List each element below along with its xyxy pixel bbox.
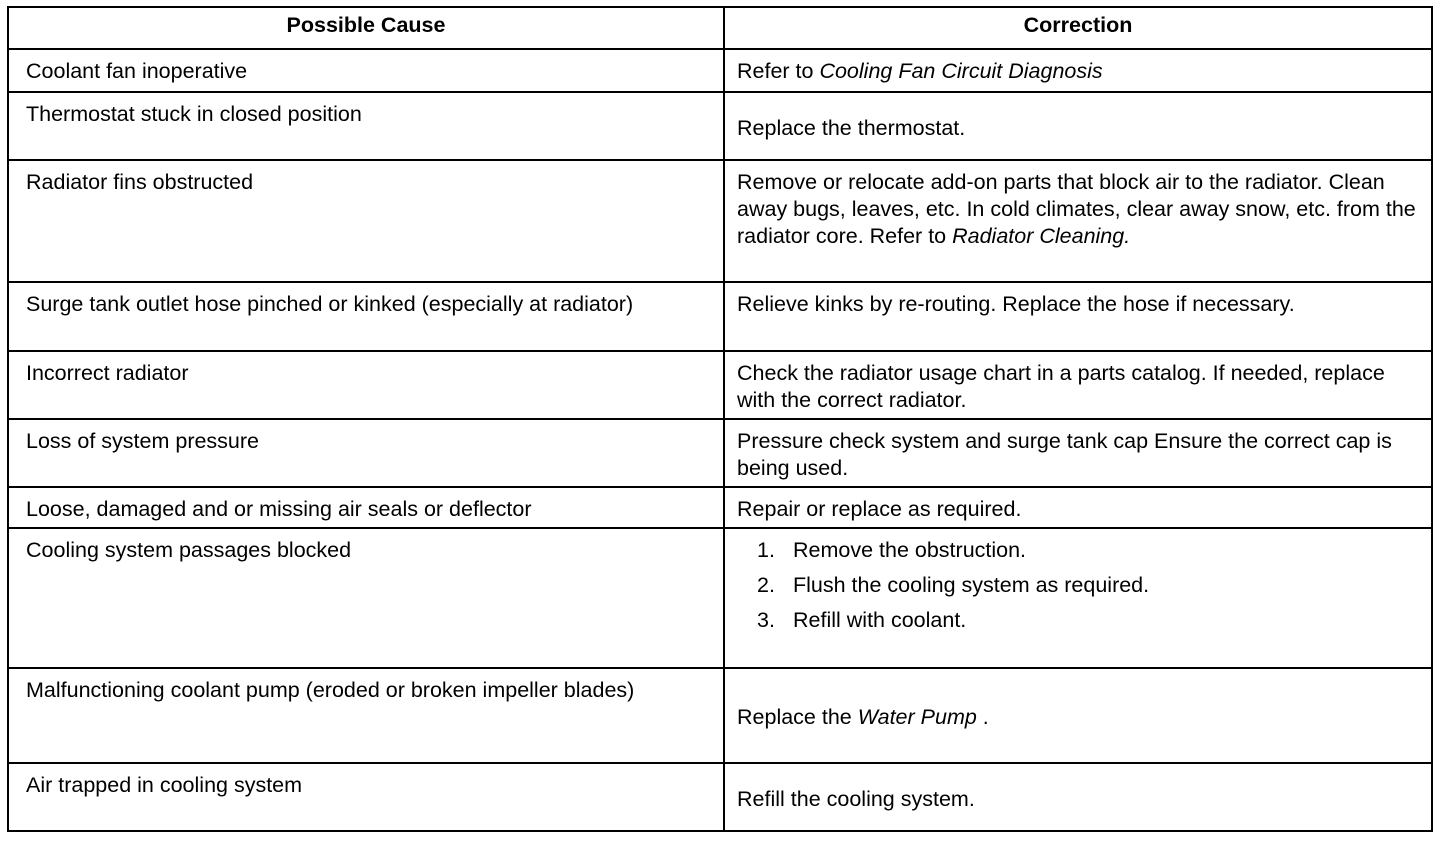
correction-cell — [724, 160, 1432, 282]
table-row — [8, 49, 1432, 92]
cause-cell: Malfunctioning coolant pump (eroded or broken impeller blades) — [8, 668, 724, 763]
step-number: 2. — [757, 573, 775, 597]
step-text: Remove the obstruction. — [793, 538, 1027, 562]
correction-reference-link[interactable]: Cooling Fan Circuit Diagnosis — [819, 59, 1103, 83]
correction-reference-link[interactable]: Water Pump — [857, 705, 977, 729]
correction-steps-list — [737, 537, 1417, 634]
correction-cell — [724, 92, 1432, 160]
correction-text: Repair or replace as required. — [737, 497, 1022, 521]
cause-cell: Radiator fins obstructed — [8, 160, 724, 282]
correction-reference-link[interactable]: Radiator Cleaning. — [952, 224, 1131, 248]
cause-cell: Air trapped in cooling system — [8, 763, 724, 831]
cause-cell: Surge tank outlet hose pinched or kinked (especially at radiator) — [8, 282, 724, 351]
step-text: Flush the cooling system as required. — [793, 573, 1150, 597]
header-possible-cause: Possible Cause — [8, 7, 724, 49]
correction-cell — [724, 763, 1432, 831]
cause-cell: Loose, damaged and or missing air seals or deflector — [8, 487, 724, 528]
list-item — [757, 607, 1417, 634]
correction-text: Replace the — [737, 705, 858, 729]
correction-text: Refill the cooling system. — [737, 786, 975, 811]
correction-text-post: . — [976, 705, 989, 729]
cause-cell: Coolant fan inoperative — [8, 49, 724, 92]
step-number: 1. — [757, 538, 775, 562]
correction-cell — [724, 419, 1432, 487]
cause-cell: Loss of system pressure — [8, 419, 724, 487]
step-number: 3. — [757, 608, 775, 632]
table-row — [8, 487, 1432, 528]
correction-cell — [724, 487, 1432, 528]
table-row — [8, 763, 1432, 831]
table-row — [8, 528, 1432, 668]
correction-cell — [724, 351, 1432, 419]
table-row — [8, 351, 1432, 419]
header-correction: Correction — [724, 7, 1432, 49]
correction-cell — [724, 668, 1432, 763]
correction-text: Pressure check system and surge tank cap Ensure the correct cap is being used. — [737, 429, 1392, 480]
table-row — [8, 419, 1432, 487]
correction-cell — [724, 282, 1432, 351]
cause-cell: Thermostat stuck in closed position — [8, 92, 724, 160]
table-row — [8, 160, 1432, 282]
table-row — [8, 92, 1432, 160]
correction-text: Replace the thermostat. — [737, 115, 966, 140]
list-item — [757, 572, 1417, 599]
list-item — [757, 537, 1417, 564]
table-row — [8, 282, 1432, 351]
correction-text: Relieve kinks by re-routing. Replace the hose if necessary. — [737, 292, 1295, 316]
correction-text: Refer to — [737, 59, 820, 83]
cause-cell: Incorrect radiator — [8, 351, 724, 419]
correction-text: Remove or relocate add-on parts that block air to the radiator. Clean away bugs, leaves, etc. In cold climates, clear away snow, etc. from the radiator core. Refer to — [737, 170, 1416, 248]
correction-cell — [724, 528, 1432, 668]
correction-cell — [724, 49, 1432, 92]
correction-text: Check the radiator usage chart in a parts catalog. If needed, replace with the correct radiator. — [737, 361, 1385, 412]
step-text: Refill with coolant. — [793, 608, 967, 632]
table-header-row — [8, 7, 1432, 49]
cause-cell: Cooling system passages blocked — [8, 528, 724, 668]
diagnosis-table — [7, 6, 1433, 832]
table-row — [8, 668, 1432, 763]
